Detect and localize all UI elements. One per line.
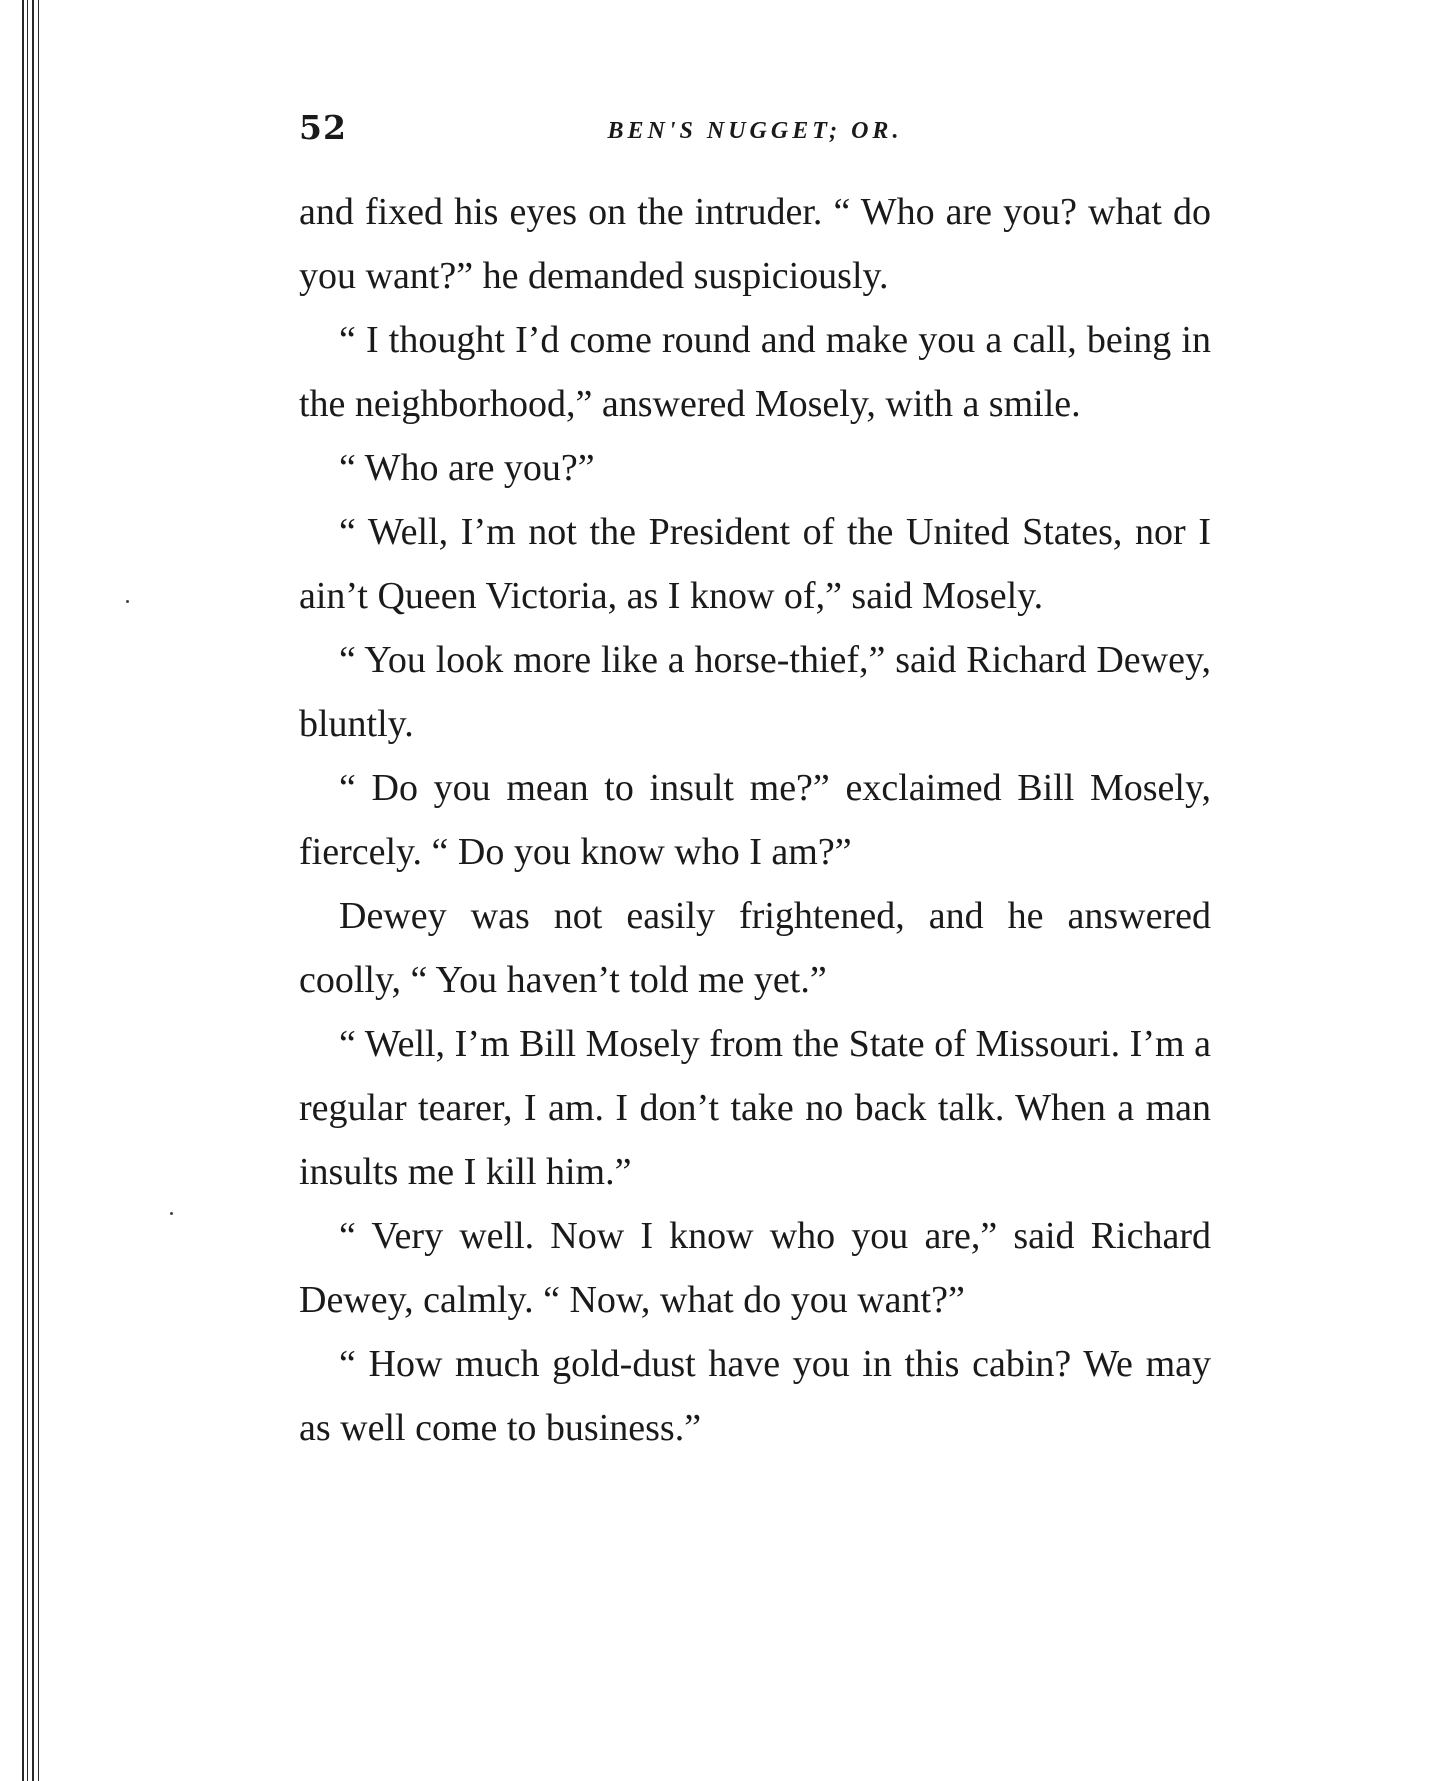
running-title: BEN'S NUGGET; OR. [607,118,903,144]
paragraph: “ Well, I’m Bill Mosely from the State of Missouri. I’m a regular tearer, I am. I don’t take no back talk. When a man insults me I kill him.” [299,1023,1211,1193]
print-speck [170,1212,173,1215]
paragraph: “ Who are you?” [339,447,595,489]
paragraph: “ Do you mean to insult me?” exclaimed Bill Mosely, fiercely. “ Do you know who I am?” [299,767,1211,873]
running-head [299,108,1211,158]
gutter-line [22,0,24,1781]
paragraph: “ Well, I’m not the President of the United States, nor I ain’t Queen Victoria, as I know of,” said Mosely. [299,511,1211,617]
binding-gutter [22,0,52,1781]
paragraph: “ Very well. Now I know who you are,” said Richard Dewey, calmly. “ Now, what do you want?” [299,1215,1211,1321]
paragraph: “ You look more like a horse-thief,” said Richard Dewey, bluntly. [299,639,1211,745]
gutter-line [38,0,39,1781]
book-page [299,108,1211,1460]
gutter-line [27,0,28,1781]
paragraph: and fixed his eyes on the intruder. “ Who are you? what do you want?” he demanded suspiciously. [299,191,1211,297]
paragraph: Dewey was not easily frightened, and he answered coolly, “ You haven’t told me yet.” [299,895,1211,1001]
body-text [299,180,1211,1460]
page-number: 52 [299,108,347,147]
gutter-line [32,0,34,1781]
paragraph: “ I thought I’d come round and make you a call, being in the neighborhood,” answered Mosely, with a smile. [299,319,1211,425]
print-speck [126,600,129,603]
paragraph: “ How much gold-dust have you in this cabin? We may as well come to business.” [299,1343,1211,1449]
